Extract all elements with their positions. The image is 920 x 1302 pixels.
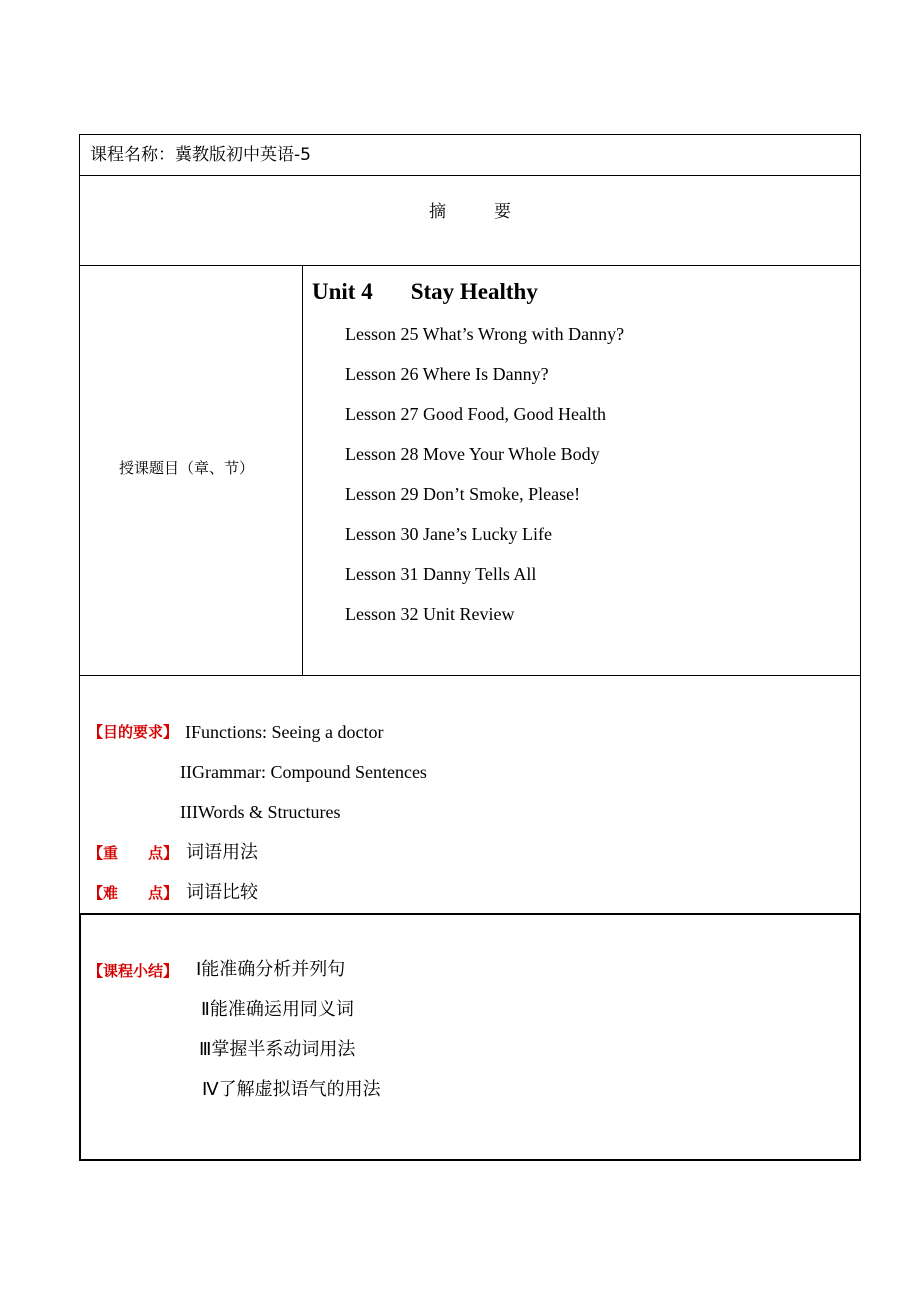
lesson-item: Lesson 26 Where Is Danny? [345,364,549,384]
difficult-point-value: 词语比较 [186,882,258,903]
lesson-item: Lesson 27 Good Food, Good Health [345,404,606,424]
summary-item: Ⅳ了解虚拟语气的用法 [202,1079,381,1100]
topic-column-divider [302,265,303,676]
abstract-heading-char-2: 要 [494,202,513,222]
summary-item: Ⅱ能准确运用同义词 [201,999,354,1020]
unit-name: Stay Healthy [410,279,538,304]
summary-label: 【课程小结】 [88,962,179,980]
objective-item: IIIWords & Structures [180,802,341,822]
lesson-item: Lesson 25 What’s Wrong with Danny? [345,324,625,344]
abstract-heading [429,204,513,221]
lesson-item: Lesson 31 Danny Tells All [345,564,537,584]
summary-item: Ⅲ掌握半系动词用法 [199,1039,356,1060]
lesson-item: Lesson 32 Unit Review [345,604,515,624]
objective-item: IIGrammar: Compound Sentences [180,762,427,782]
unit-number: Unit 4 [312,279,373,304]
lesson-item: Lesson 28 Move Your Whole Body [345,444,600,464]
summary-item: Ⅰ能准确分析并列句 [196,959,346,980]
difficult-point-label: 【难 点】 [88,884,179,902]
objective-item: IFunctions: Seeing a doctor [185,722,384,742]
lesson-item: Lesson 30 Jane’s Lucky Life [345,524,552,544]
key-point-label: 【重 点】 [88,844,179,862]
objectives-label: 【目的要求】 [88,723,179,741]
topic-label: 授课题目（章、节） [119,459,255,477]
course-name-label: 课程名称：冀教版初中英语-5 [90,145,311,165]
objectives-row [79,675,861,915]
unit-title [312,280,538,303]
summary-box [79,913,861,1161]
abstract-heading-char-1: 摘 [429,202,448,222]
key-point-value: 词语用法 [186,842,258,863]
lesson-item: Lesson 29 Don’t Smoke, Please! [345,484,581,504]
